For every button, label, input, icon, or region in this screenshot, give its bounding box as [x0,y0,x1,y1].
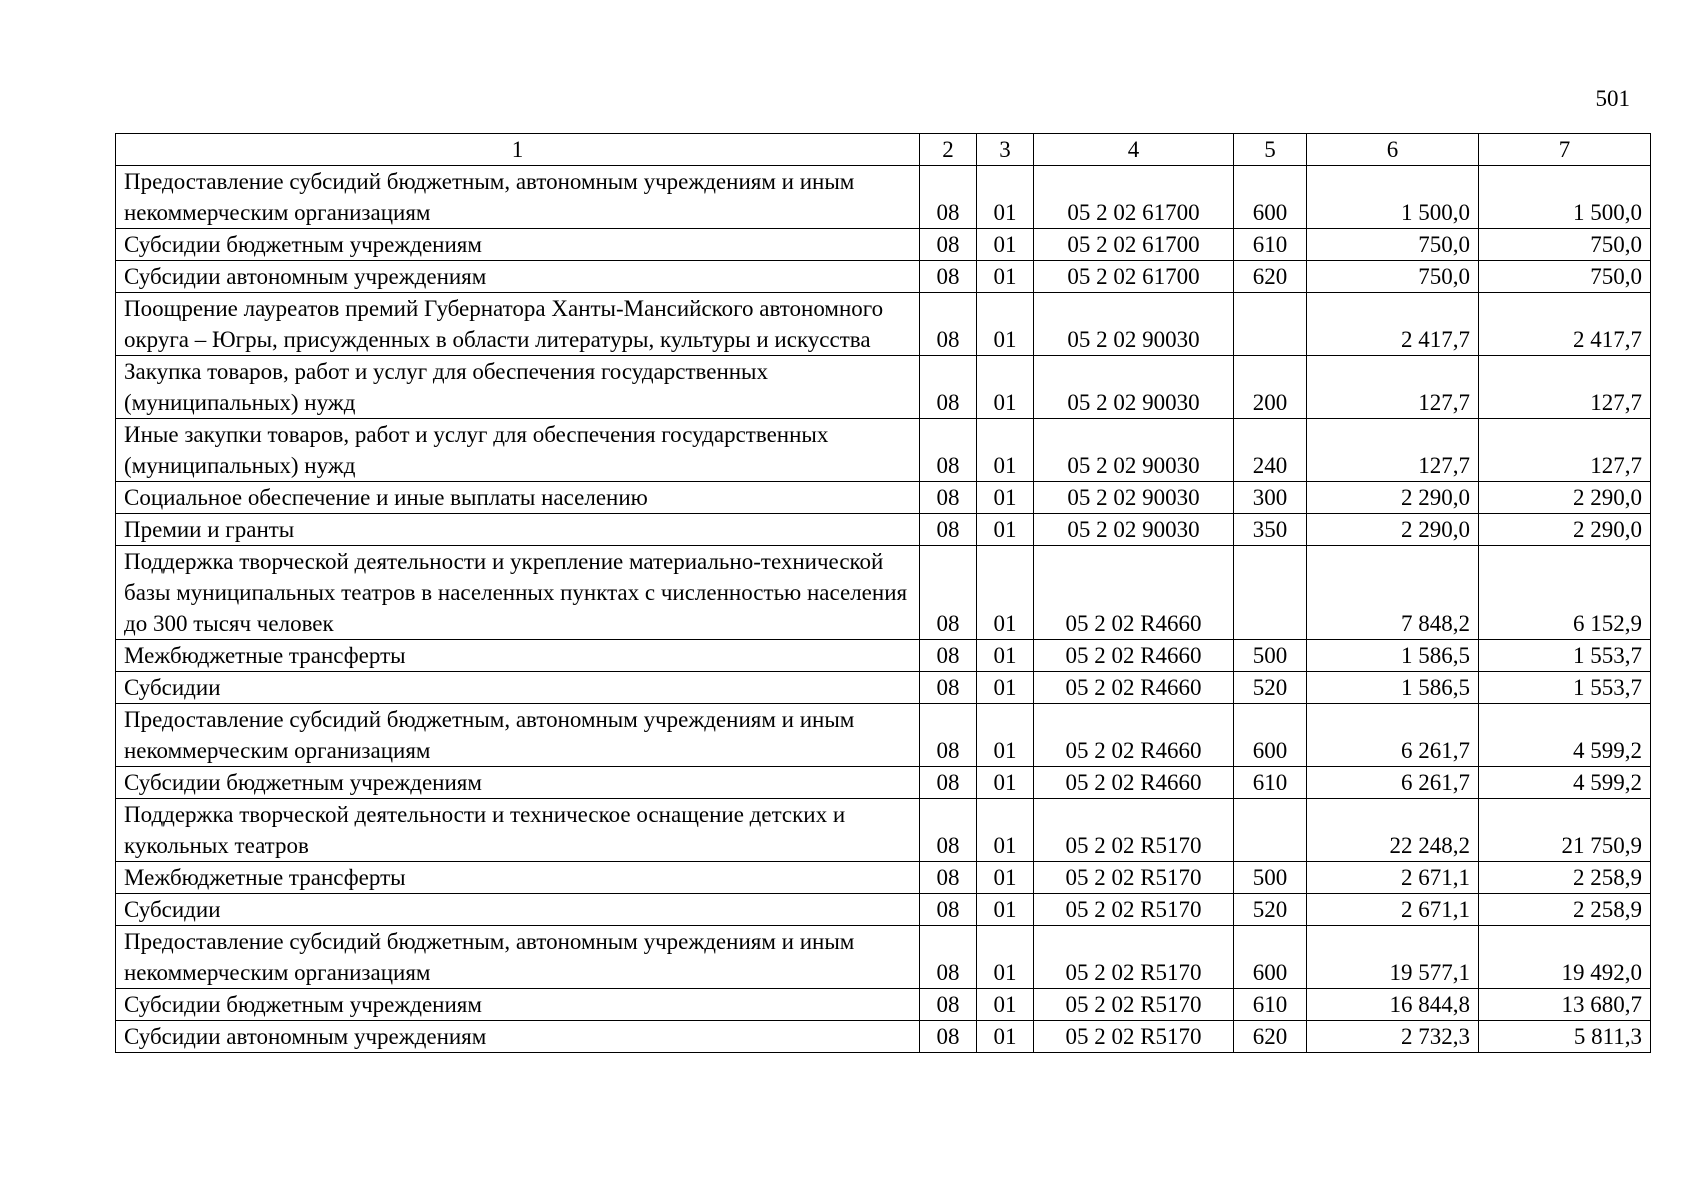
expense-type-cell: 620 [1234,261,1307,293]
expense-type-cell [1234,293,1307,356]
table-row [116,704,1651,767]
expense-type-cell: 620 [1234,1021,1307,1053]
table-row [116,166,1651,229]
target-code-cell: 05 2 02 61700 [1034,229,1234,261]
expense-type-cell: 600 [1234,704,1307,767]
amount-cell-7: 750,0 [1479,261,1651,293]
amount-cell-7: 4 599,2 [1479,767,1651,799]
amount-cell-7: 13 680,7 [1479,989,1651,1021]
subsection-cell: 01 [977,704,1034,767]
row-name-cell: Субсидии бюджетным учреждениям [116,767,920,799]
table-row [116,546,1651,640]
expense-type-cell: 610 [1234,229,1307,261]
expense-type-cell: 600 [1234,926,1307,989]
amount-cell-7: 21 750,9 [1479,799,1651,862]
table-row [116,862,1651,894]
amount-cell-6: 2 417,7 [1307,293,1479,356]
section-cell: 08 [920,482,977,514]
row-name-cell: Субсидии [116,894,920,926]
expense-type-cell: 240 [1234,419,1307,482]
expense-type-cell: 610 [1234,767,1307,799]
table-row [116,514,1651,546]
row-name-cell: Предоставление субсидий бюджетным, автономным учреждениям и иным некоммерческим организациям [116,704,920,767]
amount-cell-7: 1 500,0 [1479,166,1651,229]
section-cell: 08 [920,229,977,261]
target-code-cell: 05 2 02 90030 [1034,293,1234,356]
section-cell: 08 [920,989,977,1021]
row-name-cell: Межбюджетные трансферты [116,862,920,894]
table-row [116,482,1651,514]
row-name-cell: Субсидии бюджетным учреждениям [116,229,920,261]
amount-cell-6: 750,0 [1307,229,1479,261]
table-row [116,989,1651,1021]
target-code-cell: 05 2 02 R5170 [1034,894,1234,926]
amount-cell-7: 4 599,2 [1479,704,1651,767]
section-cell: 08 [920,546,977,640]
expense-type-cell: 200 [1234,356,1307,419]
table-row [116,799,1651,862]
amount-cell-6: 1 586,5 [1307,672,1479,704]
expense-type-cell: 350 [1234,514,1307,546]
subsection-cell: 01 [977,799,1034,862]
amount-cell-6: 6 261,7 [1307,704,1479,767]
expense-type-cell: 520 [1234,894,1307,926]
target-code-cell: 05 2 02 R4660 [1034,672,1234,704]
amount-cell-6: 127,7 [1307,356,1479,419]
section-cell: 08 [920,1021,977,1053]
table-row [116,926,1651,989]
budget-table [115,133,1651,1053]
amount-cell-6: 2 290,0 [1307,514,1479,546]
table-row [116,261,1651,293]
amount-cell-7: 2 290,0 [1479,514,1651,546]
section-cell: 08 [920,926,977,989]
target-code-cell: 05 2 02 R5170 [1034,799,1234,862]
amount-cell-6: 16 844,8 [1307,989,1479,1021]
table-header [116,134,1651,166]
section-cell: 08 [920,356,977,419]
expense-type-cell: 300 [1234,482,1307,514]
subsection-cell: 01 [977,356,1034,419]
header-cell-3: 3 [977,134,1034,166]
amount-cell-6: 6 261,7 [1307,767,1479,799]
section-cell: 08 [920,672,977,704]
subsection-cell: 01 [977,894,1034,926]
amount-cell-7: 2 258,9 [1479,862,1651,894]
row-name-cell: Субсидии автономным учреждениям [116,261,920,293]
row-name-cell: Поощрение лауреатов премий Губернатора Ханты-Мансийского автономного округа – Югры, присужденных в области литературы, культуры и искусства [116,293,920,356]
subsection-cell: 01 [977,862,1034,894]
subsection-cell: 01 [977,166,1034,229]
section-cell: 08 [920,514,977,546]
target-code-cell: 05 2 02 R5170 [1034,989,1234,1021]
subsection-cell: 01 [977,229,1034,261]
row-name-cell: Закупка товаров, работ и услуг для обеспечения государственных (муниципальных) нужд [116,356,920,419]
amount-cell-7: 750,0 [1479,229,1651,261]
amount-cell-7: 127,7 [1479,419,1651,482]
amount-cell-7: 1 553,7 [1479,672,1651,704]
expense-type-cell: 520 [1234,672,1307,704]
amount-cell-7: 6 152,9 [1479,546,1651,640]
subsection-cell: 01 [977,482,1034,514]
header-cell-4: 4 [1034,134,1234,166]
target-code-cell: 05 2 02 90030 [1034,419,1234,482]
subsection-cell: 01 [977,926,1034,989]
header-cell-1: 1 [116,134,920,166]
amount-cell-7: 5 811,3 [1479,1021,1651,1053]
section-cell: 08 [920,894,977,926]
subsection-cell: 01 [977,293,1034,356]
row-name-cell: Социальное обеспечение и иные выплаты населению [116,482,920,514]
amount-cell-6: 7 848,2 [1307,546,1479,640]
section-cell: 08 [920,640,977,672]
header-cell-6: 6 [1307,134,1479,166]
amount-cell-6: 2 671,1 [1307,894,1479,926]
subsection-cell: 01 [977,1021,1034,1053]
amount-cell-7: 19 492,0 [1479,926,1651,989]
section-cell: 08 [920,767,977,799]
expense-type-cell: 500 [1234,640,1307,672]
row-name-cell: Поддержка творческой деятельности и укрепление материально-технической базы муниципальных театров в населенных пунктах с численностью населения до 300 тысяч человек [116,546,920,640]
expense-type-cell: 610 [1234,989,1307,1021]
amount-cell-7: 2 258,9 [1479,894,1651,926]
expense-type-cell: 600 [1234,166,1307,229]
page-number: 501 [1595,86,1630,111]
expense-type-cell [1234,799,1307,862]
subsection-cell: 01 [977,640,1034,672]
row-name-cell: Межбюджетные трансферты [116,640,920,672]
amount-cell-6: 2 671,1 [1307,862,1479,894]
row-name-cell: Предоставление субсидий бюджетным, автономным учреждениям и иным некоммерческим организациям [116,166,920,229]
row-name-cell: Субсидии автономным учреждениям [116,1021,920,1053]
subsection-cell: 01 [977,672,1034,704]
amount-cell-6: 127,7 [1307,419,1479,482]
target-code-cell: 05 2 02 90030 [1034,356,1234,419]
row-name-cell: Поддержка творческой деятельности и техническое оснащение детских и кукольных театров [116,799,920,862]
target-code-cell: 05 2 02 R5170 [1034,1021,1234,1053]
table-row [116,1021,1651,1053]
subsection-cell: 01 [977,546,1034,640]
table-row [116,767,1651,799]
target-code-cell: 05 2 02 R5170 [1034,926,1234,989]
table-row [116,672,1651,704]
expense-type-cell [1234,546,1307,640]
table-row [116,229,1651,261]
target-code-cell: 05 2 02 R5170 [1034,862,1234,894]
subsection-cell: 01 [977,989,1034,1021]
row-name-cell: Премии и гранты [116,514,920,546]
header-cell-7: 7 [1479,134,1651,166]
target-code-cell: 05 2 02 61700 [1034,261,1234,293]
table-row [116,356,1651,419]
amount-cell-6: 750,0 [1307,261,1479,293]
section-cell: 08 [920,862,977,894]
amount-cell-6: 2 290,0 [1307,482,1479,514]
amount-cell-7: 127,7 [1479,356,1651,419]
section-cell: 08 [920,799,977,862]
amount-cell-7: 2 417,7 [1479,293,1651,356]
subsection-cell: 01 [977,261,1034,293]
subsection-cell: 01 [977,419,1034,482]
target-code-cell: 05 2 02 R4660 [1034,704,1234,767]
target-code-cell: 05 2 02 90030 [1034,482,1234,514]
subsection-cell: 01 [977,767,1034,799]
section-cell: 08 [920,261,977,293]
row-name-cell: Предоставление субсидий бюджетным, автономным учреждениям и иным некоммерческим организациям [116,926,920,989]
table-body [116,166,1651,1053]
table-row [116,894,1651,926]
table-row [116,419,1651,482]
table-row [116,640,1651,672]
section-cell: 08 [920,419,977,482]
amount-cell-6: 1 586,5 [1307,640,1479,672]
target-code-cell: 05 2 02 61700 [1034,166,1234,229]
row-name-cell: Иные закупки товаров, работ и услуг для обеспечения государственных (муниципальных) нужд [116,419,920,482]
section-cell: 08 [920,166,977,229]
amount-cell-6: 22 248,2 [1307,799,1479,862]
target-code-cell: 05 2 02 R4660 [1034,546,1234,640]
target-code-cell: 05 2 02 R4660 [1034,640,1234,672]
target-code-cell: 05 2 02 R4660 [1034,767,1234,799]
subsection-cell: 01 [977,514,1034,546]
section-cell: 08 [920,293,977,356]
row-name-cell: Субсидии [116,672,920,704]
section-cell: 08 [920,704,977,767]
amount-cell-6: 19 577,1 [1307,926,1479,989]
expense-type-cell: 500 [1234,862,1307,894]
table-row [116,293,1651,356]
amount-cell-6: 1 500,0 [1307,166,1479,229]
amount-cell-6: 2 732,3 [1307,1021,1479,1053]
header-row [116,134,1651,166]
amount-cell-7: 1 553,7 [1479,640,1651,672]
header-cell-5: 5 [1234,134,1307,166]
row-name-cell: Субсидии бюджетным учреждениям [116,989,920,1021]
header-cell-2: 2 [920,134,977,166]
target-code-cell: 05 2 02 90030 [1034,514,1234,546]
amount-cell-7: 2 290,0 [1479,482,1651,514]
